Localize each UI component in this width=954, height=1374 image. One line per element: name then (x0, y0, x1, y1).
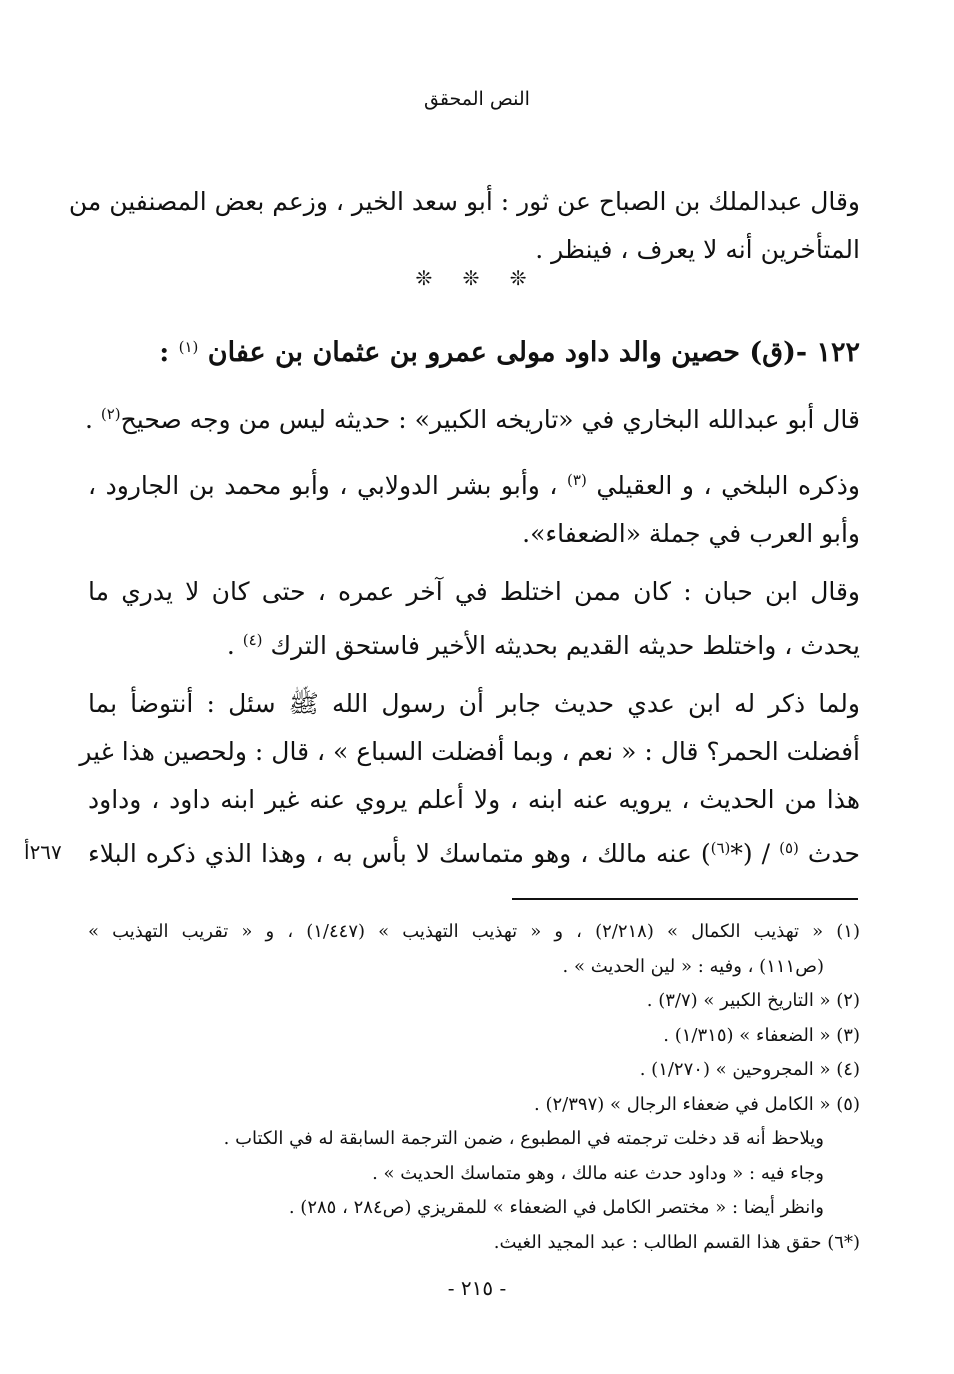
paragraph-4-period: . (226, 631, 235, 660)
footnotes (88, 915, 860, 1260)
entry-heading-text: ١٢٢ -(ق) حصين والد داود مولى عمرو بن عثمان بن عفان (207, 337, 860, 368)
paragraph-5-footnote-ref-6: (٦) (710, 839, 731, 857)
footnote-1-line-1: (١) « تهذيب الكمال » (٢/٢١٨) ، و « تهذيب التهذيب » (١/٤٤٧) ، و « تقريب التهذيب » (88, 921, 860, 942)
footnote-2: (٢) « التاريخ الكبير » (٣/٧) . (646, 990, 860, 1011)
footnote-5: (٥) « الكامل في ضعفاء الرجال » (٢/٣٩٧) . (534, 1093, 860, 1115)
paragraph-5-line-4-start: حدث (807, 839, 860, 868)
paragraph-3-line-1-start: وذكره البلخي ، و العقيلي (596, 471, 861, 500)
footnote-3: (٣) « الضعفاء » (١/٣١٥) . (663, 1024, 860, 1046)
paragraph-4 (88, 568, 860, 670)
section-separator: ❊ ❊ ❊ (415, 266, 539, 290)
paragraph-1-line-1: وقال عبدالملك بن الصباح عن ثور : أبو سعد الخير ، وزعم بعض المصنفين من (68, 187, 860, 216)
paragraph-2-text: قال أبو عبدالله البخاري في «تاريخه الكبير» : حديثه ليس من وجه صحيح (120, 405, 860, 434)
paragraph-4-line-2 (88, 616, 860, 670)
paragraph-5-line-1: ولما ذكر له ابن عدي حديث جابر أن رسول الله ﷺ سئل : أنتوضأ بما (88, 689, 860, 718)
paragraph-5 (79, 680, 860, 878)
manuscript-folio-marker: ٢٦٧أ (24, 840, 62, 864)
paragraph-3-line-2: وأبو العرب في جملة «الضعفاء». (522, 519, 860, 548)
footnote-5-note-3: وانظر أيضا : « مختصر الكامل في الضعفاء » للمقريزي (ص٢٨٤ ، ٢٨٥) . (288, 1197, 824, 1218)
paragraph-3-line-1 (88, 456, 860, 510)
running-header: النص المحقق (424, 88, 530, 110)
paragraph-5-line-2: أفضلت الحمر؟ قال : « نعم ، وبما أفضلت السباع » ، قال : ولحصين هذا غير (79, 737, 860, 766)
paragraph-4-line-1: وقال ابن حبان : كان ممن اختلط في آخر عمره ، حتى كان لا يدري ما (88, 577, 860, 606)
paragraph-3-footnote-ref: (٣) (567, 471, 587, 489)
footnote-6: (*٦) حقق هذا القسم الطالب : عبد المجيد الغيث. (493, 1231, 860, 1253)
paragraph-1-line-2: المتأخرين أنه لا يعرف ، فينظر . (535, 235, 860, 264)
footnote-5-note-2: وجاء فيه : « وداود حدث عنه مالك ، وهو متماسك الحديث » . (372, 1162, 824, 1184)
paragraph-1 (68, 178, 860, 274)
paragraph-2-footnote-ref: (٢) (100, 405, 121, 423)
paragraph-4-line-2-text: يحدث ، واختلط حديثه القديم بحديثه الأخير فاستحق الترك (270, 631, 860, 660)
entry-heading (90, 322, 860, 378)
entry-heading-footnote-ref: (١) (178, 338, 199, 356)
footnote-5-note-1: ويلاحظ أنه قد دخلت ترجمته في المطبوع ، ضمن الترجمة السابقة له في الكتاب . (223, 1128, 824, 1149)
paragraph-5-line-3: هذا من الحديث ، يرويه عنه ابنه ، ولا أعلم يروي عنه غير ابنه داود ، وداود (88, 785, 860, 814)
paragraph-3-line-1-end: ، وأبو بشر الدولابي ، وأبو محمد بن الجارود ، (88, 471, 558, 500)
footnote-4: (٤) « المجروحين » (١/٢٧٠) . (639, 1059, 860, 1080)
footnote-divider (512, 898, 858, 900)
entry-heading-colon: : (159, 337, 170, 368)
paragraph-2-period: . (84, 405, 93, 434)
paragraph-4-footnote-ref: (٤) (242, 631, 263, 649)
paragraph-5-footnote-ref-5: (٥) (779, 839, 799, 857)
page-number: - ٢١٥ - (447, 1276, 507, 1300)
paragraph-3 (88, 456, 860, 558)
paragraph-5-line-4-end: ) عنه مالك ، وهو متماسك لا بأس به ، وهذا الذي ذكره البلاء (88, 839, 711, 868)
paragraph-5-line-4-mid: / (* (730, 839, 771, 868)
footnote-1-line-2: (ص١١١) ، وفيه : « لين الحديث » . (562, 955, 824, 977)
paragraph-2 (84, 390, 860, 444)
paragraph-5-line-4 (88, 824, 860, 878)
paragraph-2-line-1 (84, 390, 860, 444)
